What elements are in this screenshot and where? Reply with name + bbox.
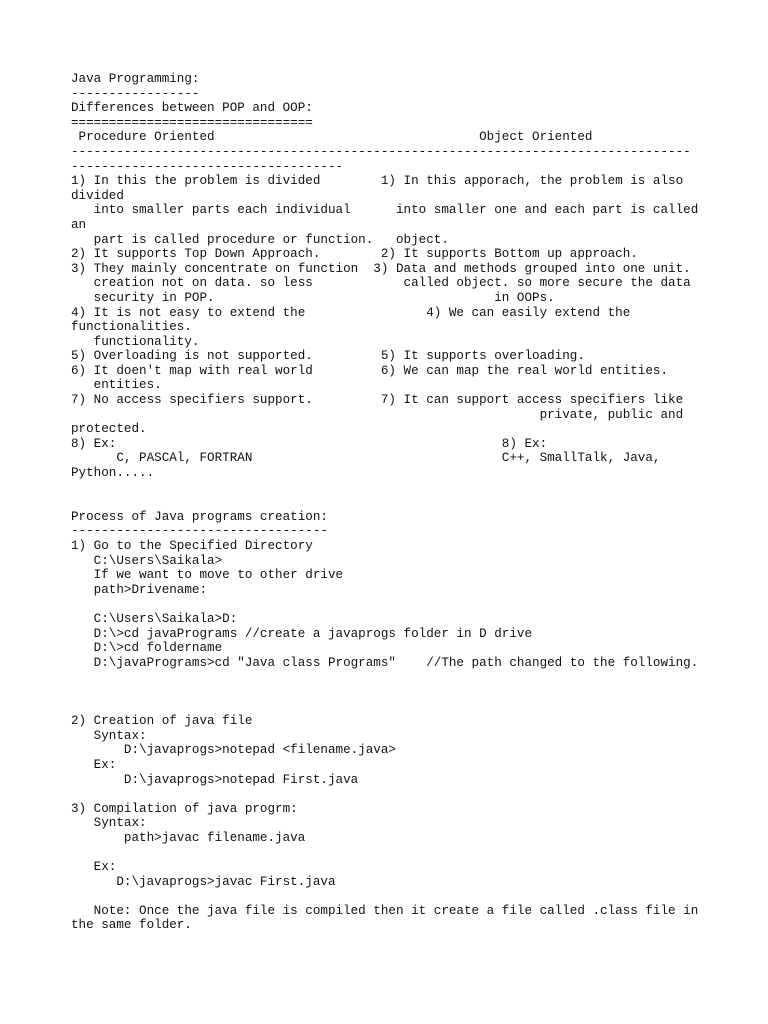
text-line: ---------------------------------------------------------------------------------- — [71, 144, 691, 159]
text-line: ================================ — [71, 115, 313, 130]
document-body — [71, 72, 711, 933]
text-line: into smaller parts each individual into smaller one and each part is called — [71, 203, 699, 218]
text-line: an — [71, 217, 87, 232]
text-line: C:\Users\Saikala> — [71, 553, 223, 568]
text-line — [71, 700, 711, 715]
text-line: Process of Java programs creation: — [71, 509, 328, 524]
text-line: Python..... — [71, 466, 155, 481]
text-line: protected. — [71, 422, 147, 437]
text-line: part is called procedure or function. object. — [71, 232, 449, 247]
text-line: D:\>cd foldername — [71, 641, 223, 656]
text-line: Differences between POP and OOP: — [71, 101, 313, 116]
text-line: Procedure Oriented Object Oriented — [71, 130, 593, 145]
text-line — [71, 481, 711, 496]
text-line: functionalities. — [71, 320, 192, 335]
text-line: D:\javaprogs>notepad <filename.java> — [71, 743, 396, 758]
text-line: Ex: — [71, 757, 117, 772]
text-line: entities. — [71, 378, 162, 393]
text-line: 4) It is not easy to extend the 4) We can easily extend the — [71, 305, 631, 320]
text-line: 1) In this the problem is divided 1) In this apporach, the problem is also — [71, 174, 684, 189]
text-line: D:\javaPrograms>cd "Java class Programs" //The path changed to the following. — [71, 655, 699, 670]
text-line: C:\Users\Saikala>D: — [71, 611, 238, 626]
text-line: ---------------------------------- — [71, 524, 328, 539]
text-line — [71, 685, 711, 700]
text-line: security in POP. in OOPs. — [71, 290, 555, 305]
text-line: 1) Go to the Specified Directory — [71, 539, 313, 553]
text-line: 7) No access specifiers support. 7) It can support access specifiers like — [71, 393, 684, 408]
text-line — [71, 495, 711, 510]
text-line: 2) It supports Top Down Approach. 2) It supports Bottom up approach. — [71, 247, 638, 262]
text-line: 3) Compilation of java progrm: — [71, 801, 298, 816]
text-line: Java Programming: — [71, 72, 200, 86]
text-line: 5) Overloading is not supported. 5) It supports overloading. — [71, 349, 585, 364]
text-line: ----------------- — [71, 86, 200, 101]
text-line: ------------------------------------ — [71, 159, 344, 174]
text-line: the same folder. — [71, 918, 192, 933]
text-line: D:\javaprogs>javac First.java — [71, 874, 336, 889]
text-line — [71, 889, 711, 904]
text-line: If we want to move to other drive — [71, 568, 344, 583]
text-line: creation not on data. so less called object. so more secure the data — [71, 276, 691, 291]
text-line: 2) Creation of java file — [71, 714, 253, 729]
text-line: 6) It doen't map with real world 6) We can map the real world entities. — [71, 363, 669, 378]
text-line — [71, 787, 711, 802]
text-line: C, PASCAl, FORTRAN C++, SmallTalk, Java, — [71, 451, 661, 466]
text-line: 8) Ex: 8) Ex: — [71, 436, 548, 451]
text-line: 3) They mainly concentrate on function 3) Data and methods grouped into one unit. — [71, 261, 691, 276]
text-line: D:\>cd javaPrograms //create a javaprogs folder in D drive — [71, 626, 533, 641]
text-line: path>Drivename: — [71, 582, 208, 597]
text-line — [71, 597, 711, 612]
text-line: Syntax: — [71, 816, 147, 831]
text-line — [71, 845, 711, 860]
text-line: D:\javaprogs>notepad First.java — [71, 772, 359, 787]
text-line: Note: Once the java file is compiled then it create a file called .class file in — [71, 903, 699, 918]
text-line: functionality. — [71, 334, 200, 349]
text-line: path>javac filename.java — [71, 830, 306, 845]
text-line: Syntax: — [71, 728, 147, 743]
text-line: Ex: — [71, 860, 117, 875]
text-line: divided — [71, 188, 124, 203]
text-line: private, public and — [71, 407, 684, 422]
text-line — [71, 670, 711, 685]
